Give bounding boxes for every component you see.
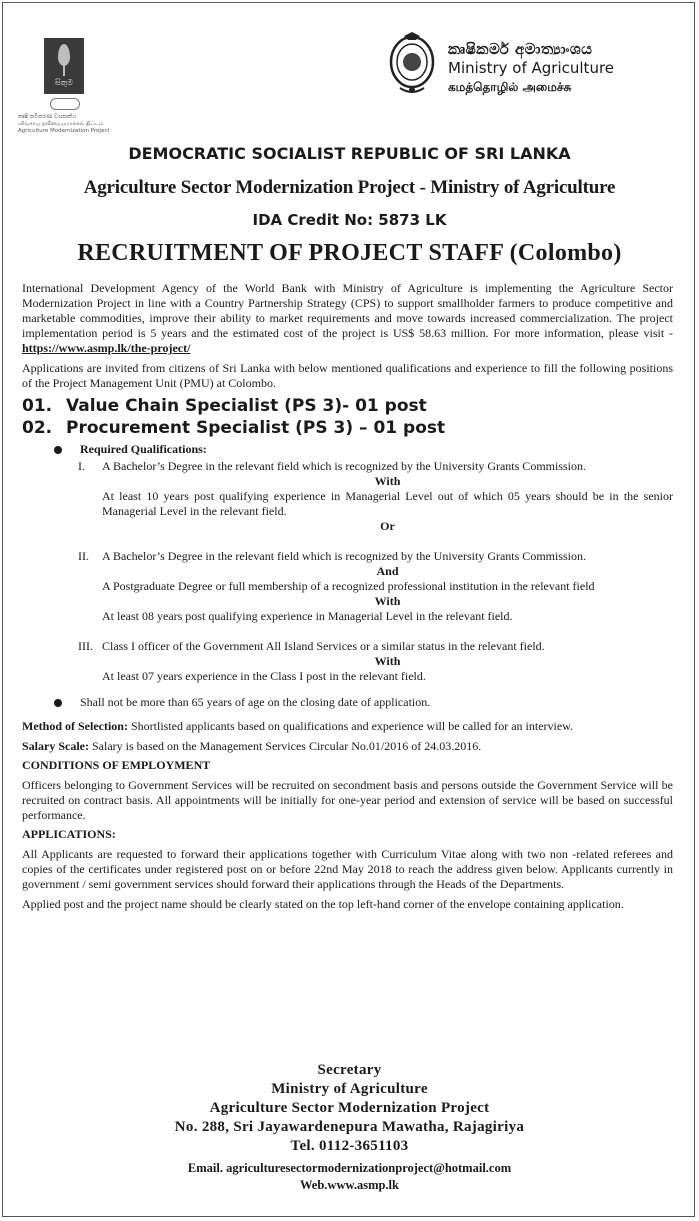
- address-telephone: Tel. 0112-3651103: [290, 1138, 409, 1154]
- country-title: DEMOCRATIC SOCIALIST REPUBLIC OF SRI LANKA: [128, 144, 571, 163]
- envelope-paragraph: Applied post and the project name should be clearly stated on the top left-hand corner of the envelope containing application.: [22, 897, 624, 911]
- project-title: Agriculture Sector Modernization Project - Ministry of Agriculture: [83, 177, 616, 198]
- applications-paragraph: All Applicants are requested to forward their applications together with Curriculum Vitae along with two non -related referees and copies of the certificates under registered post on or before 22nd May 2018 to reach the address given below. Applicants currently in government / semi government services should forward their applications through the Heads of the Departments.: [22, 847, 673, 891]
- ministry-name-sinhala: කෘෂිකර්ම අමාත්‍යාංශය: [448, 40, 593, 58]
- qualification-iii: III. Class I officer of the Government All Island Services or a similar status in the relevant field.: [78, 639, 545, 653]
- qualifications-heading: Required Qualifications:: [22, 442, 673, 457]
- address-secretary: Secretary: [317, 1062, 382, 1078]
- qualification-ii: II. A Bachelor’s Degree in the relevant field which is recognized by the University Grants Commission.: [78, 549, 586, 563]
- bullet-icon: [54, 446, 62, 454]
- connector-with: With: [374, 474, 401, 488]
- credit-number: IDA Credit No: 5873 LK: [252, 211, 447, 229]
- address-project: Agriculture Sector Modernization Project: [209, 1100, 490, 1116]
- logo-badge: [50, 98, 80, 110]
- ministry-name-tamil: கமத்தொழில் அமைச்சு: [448, 80, 572, 94]
- contact-address: [0, 1061, 699, 1194]
- logo-caption: [18, 114, 110, 135]
- conditions-heading: CONDITIONS OF EMPLOYMENT: [22, 758, 211, 772]
- address-ministry: Ministry of Agriculture: [271, 1081, 428, 1097]
- connector-or: Or: [380, 519, 395, 533]
- address-street: No. 288, Sri Jayawardenepura Mawatha, Rajagiriya: [174, 1119, 525, 1135]
- selection-paragraph: Method of Selection: Shortlisted applicants based on qualifications and experience will be called for an interview.: [22, 719, 574, 733]
- recruitment-title: RECRUITMENT OF PROJECT STAFF (Colombo): [77, 240, 622, 266]
- qualification-i-detail: At least 10 years post qualifying experience in Managerial Level out of which 05 years should be in the senior Managerial Level in the relevant field.: [102, 489, 673, 518]
- connector-with: With: [374, 594, 401, 608]
- salary-paragraph: Salary Scale: Salary is based on the Management Services Circular No.01/2016 of 24.03.2016.: [22, 739, 482, 753]
- logo-wordmark: සිතුම: [55, 78, 73, 87]
- project-link[interactable]: https://www.asmp.lk/the-project/: [22, 341, 191, 355]
- position-2: [22, 417, 673, 439]
- address-email[interactable]: Email. agriculturesectormodernizationproject@hotmail.com: [187, 1161, 512, 1175]
- ministry-title: [448, 40, 688, 97]
- project-logo: [18, 38, 110, 135]
- logo-caption-sinhala: කෘෂි නවීකරණ ව්‍යාපෘතිය: [18, 114, 77, 120]
- logo-caption-tamil: விவசாய நவீனமயமாக்கல் திட்டம்: [18, 121, 104, 127]
- age-requirement: Shall not be more than 65 years of age on the closing date of application.: [22, 695, 673, 710]
- header: [0, 0, 699, 140]
- invitation-paragraph: Applications are invited from citizens of Sri Lanka with below mentioned qualifications and experience to fill the following positions of the Project Management Unit (PMU) at Colombo.: [22, 361, 673, 390]
- intro-text: International Development Agency of the World Bank with Ministry of Agriculture is implementing the Agriculture Sector Modernization Project in line with a Country Partnership Strategy (CPS) to support smallholder farmers to produce competitive and marketable commodities, improve their ability to market requirements and move towards increased commercialization. The project implementation period is 5 years and the estimated cost of the project is US$ 58.63 million. For more information, please visit -: [22, 281, 673, 340]
- national-emblem-icon: [388, 32, 436, 96]
- bullet-icon: [54, 699, 62, 707]
- connector-and: And: [376, 564, 399, 578]
- position-number: 01.: [22, 396, 53, 416]
- advert-body: [22, 281, 673, 912]
- position-number: 02.: [22, 418, 53, 438]
- qualification-ii-detail: A Postgraduate Degree or full membership of a recognized professional institution in the relevant field: [102, 579, 595, 593]
- qualification-iii-detail: At least 07 years experience in the Class I post in the relevant field.: [102, 669, 426, 683]
- intro-paragraph: [22, 281, 673, 356]
- conditions-paragraph: Officers belonging to Government Services will be recruited on secondment basis and persons outside the Government Service will be recruited on contract basis. All appointments will be initially for one-year period and extension of service will be based on successful performance.: [22, 778, 673, 822]
- leaf-logo-icon: [44, 38, 84, 94]
- connector-with: With: [374, 654, 401, 668]
- address-website[interactable]: Web.www.asmp.lk: [300, 1178, 399, 1192]
- ministry-name-english: Ministry of Agriculture: [448, 59, 615, 77]
- applications-heading: APPLICATIONS:: [22, 827, 116, 841]
- position-1: [22, 395, 673, 417]
- qualification-ii-experience: At least 08 years post qualifying experience in Managerial Level in the relevant field.: [102, 609, 513, 623]
- qualification-i: I. A Bachelor’s Degree in the relevant field which is recognized by the University Grants Commission.: [78, 459, 586, 473]
- position-title: Value Chain Specialist (PS 3)- 01 post: [66, 396, 427, 416]
- logo-caption-english: Agriculture Modernization Project: [18, 128, 110, 134]
- position-title: Procurement Specialist (PS 3) – 01 post: [66, 418, 446, 438]
